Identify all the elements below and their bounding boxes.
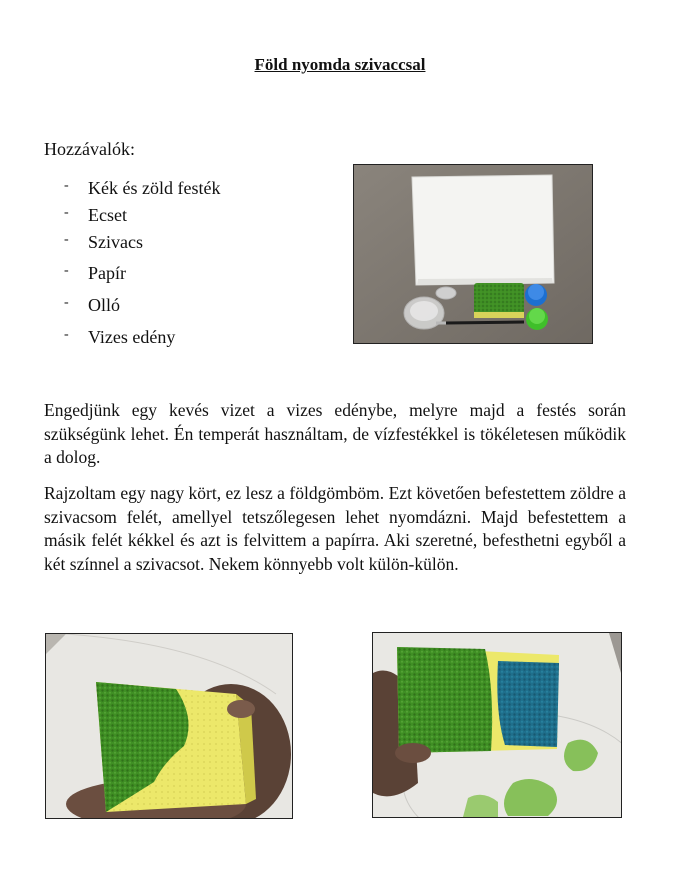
ingredient-label: Kék és zöld festék: [88, 178, 221, 198]
green-sponge-photo: [45, 633, 293, 819]
dash-bullet: -: [64, 263, 69, 278]
page-title: Föld nyomda szivaccsal: [254, 55, 426, 74]
ingredient-label: Szivacs: [88, 232, 143, 252]
list-item: [64, 295, 220, 327]
list-item: [64, 205, 220, 232]
list-item: [64, 178, 220, 205]
list-item: [64, 263, 220, 295]
ingredient-label: Ecset: [88, 205, 127, 225]
ingredients-heading: Hozzávalók:: [44, 139, 135, 159]
dash-bullet: -: [64, 295, 69, 310]
dash-bullet: -: [64, 232, 69, 247]
ingredients-list: [64, 178, 220, 354]
ingredient-label: Olló: [88, 295, 121, 315]
ingredient-label: Papír: [88, 263, 126, 283]
ingredient-label: Vizes edény: [88, 327, 176, 347]
list-item: [64, 327, 220, 354]
dash-bullet: -: [64, 327, 69, 342]
dash-bullet: -: [64, 205, 69, 220]
list-item: [64, 232, 220, 263]
green-blue-sponge-photo: [372, 632, 622, 818]
paragraph-2: Rajzoltam egy nagy kört, ez lesz a földgömböm. Ezt követően befestettem zöldre a szivacsom felét, amellyel tetszőlegesen lehet nyomdázni. Majd befestettem a másik felét kékkel és azt is felvittem a papírra. Aki szeretné, befesthetni egyből a két színnel a szivacsot. Nekem könnyebb volt külön-külön.: [44, 483, 626, 574]
paragraph-1: Engedjünk egy kevés vizet a vizes edénybe, melyre majd a festés során szükségünk lehet. Én temperát használtam, de vízfestékkel is tökéletesen működik a dolog.: [44, 400, 626, 467]
dash-bullet: -: [64, 178, 69, 193]
materials-photo: [353, 164, 593, 344]
